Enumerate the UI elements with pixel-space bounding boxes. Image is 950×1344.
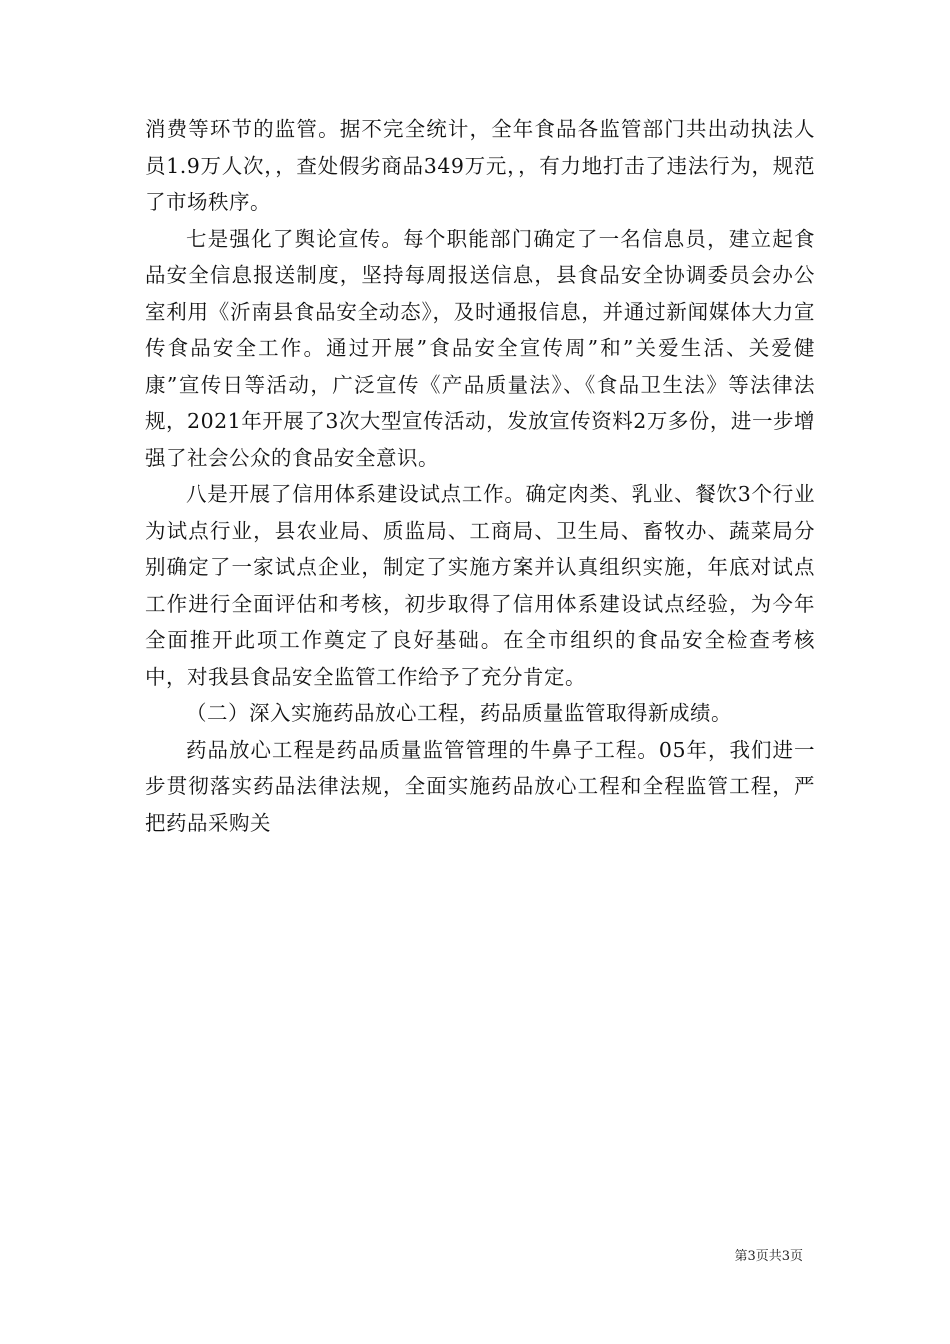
paragraph-4-heading: （二）深入实施药品放心工程，药品质量监管取得新成绩。 — [186, 701, 732, 725]
page-number: 第3页共3页 — [734, 1249, 803, 1264]
document-body — [145, 111, 815, 841]
paragraph-2: 七是强化了舆论宣传。每个职能部门确定了一名信息员，建立起食品安全信息报送制度，坚持每周报送信息，县食品安全协调委员会办公室利用《沂南县食品安全动态》，及时通报信息，并通过新闻媒体大力宣传食品安全工作。通过开展”食品安全宣传周”和”关爱生活、关爱健康”宣传日等活动，广泛宣传《产品质量法》、《食品卫生法》等法律法规，2021年开展了3次大型宣传活动，发放宣传资料2万多份，进一步增强了社会公众的食品安全意识。 — [145, 226, 815, 470]
paragraph-1: 消费等环节的监管。据不完全统计，全年食品各监管部门共出动执法人员1.9万人次，，查处假劣商品349万元，，有力地打击了违法行为，规范了市场秩序。 — [145, 117, 815, 214]
paragraph-5: 药品放心工程是药品质量监管管理的牛鼻子工程。05年，我们进一步贯彻落实药品法律法规，全面实施药品放心工程和全程监管工程，严把药品采购关 — [145, 737, 815, 835]
paragraph-3: 八是开展了信用体系建设试点工作。确定肉类、乳业、餐饮3个行业为试点行业，县农业局、质监局、工商局、卫生局、畜牧办、蔬菜局分别确定了一家试点企业，制定了实施方案并认真组织实施，年底对试点工作进行全面评估和考核，初步取得了信用体系建设试点经验，为今年全面推开此项工作奠定了良好基础。在全市组织的食品安全检查考核中，对我县食品安全监管工作给予了充分肯定。 — [145, 482, 815, 689]
